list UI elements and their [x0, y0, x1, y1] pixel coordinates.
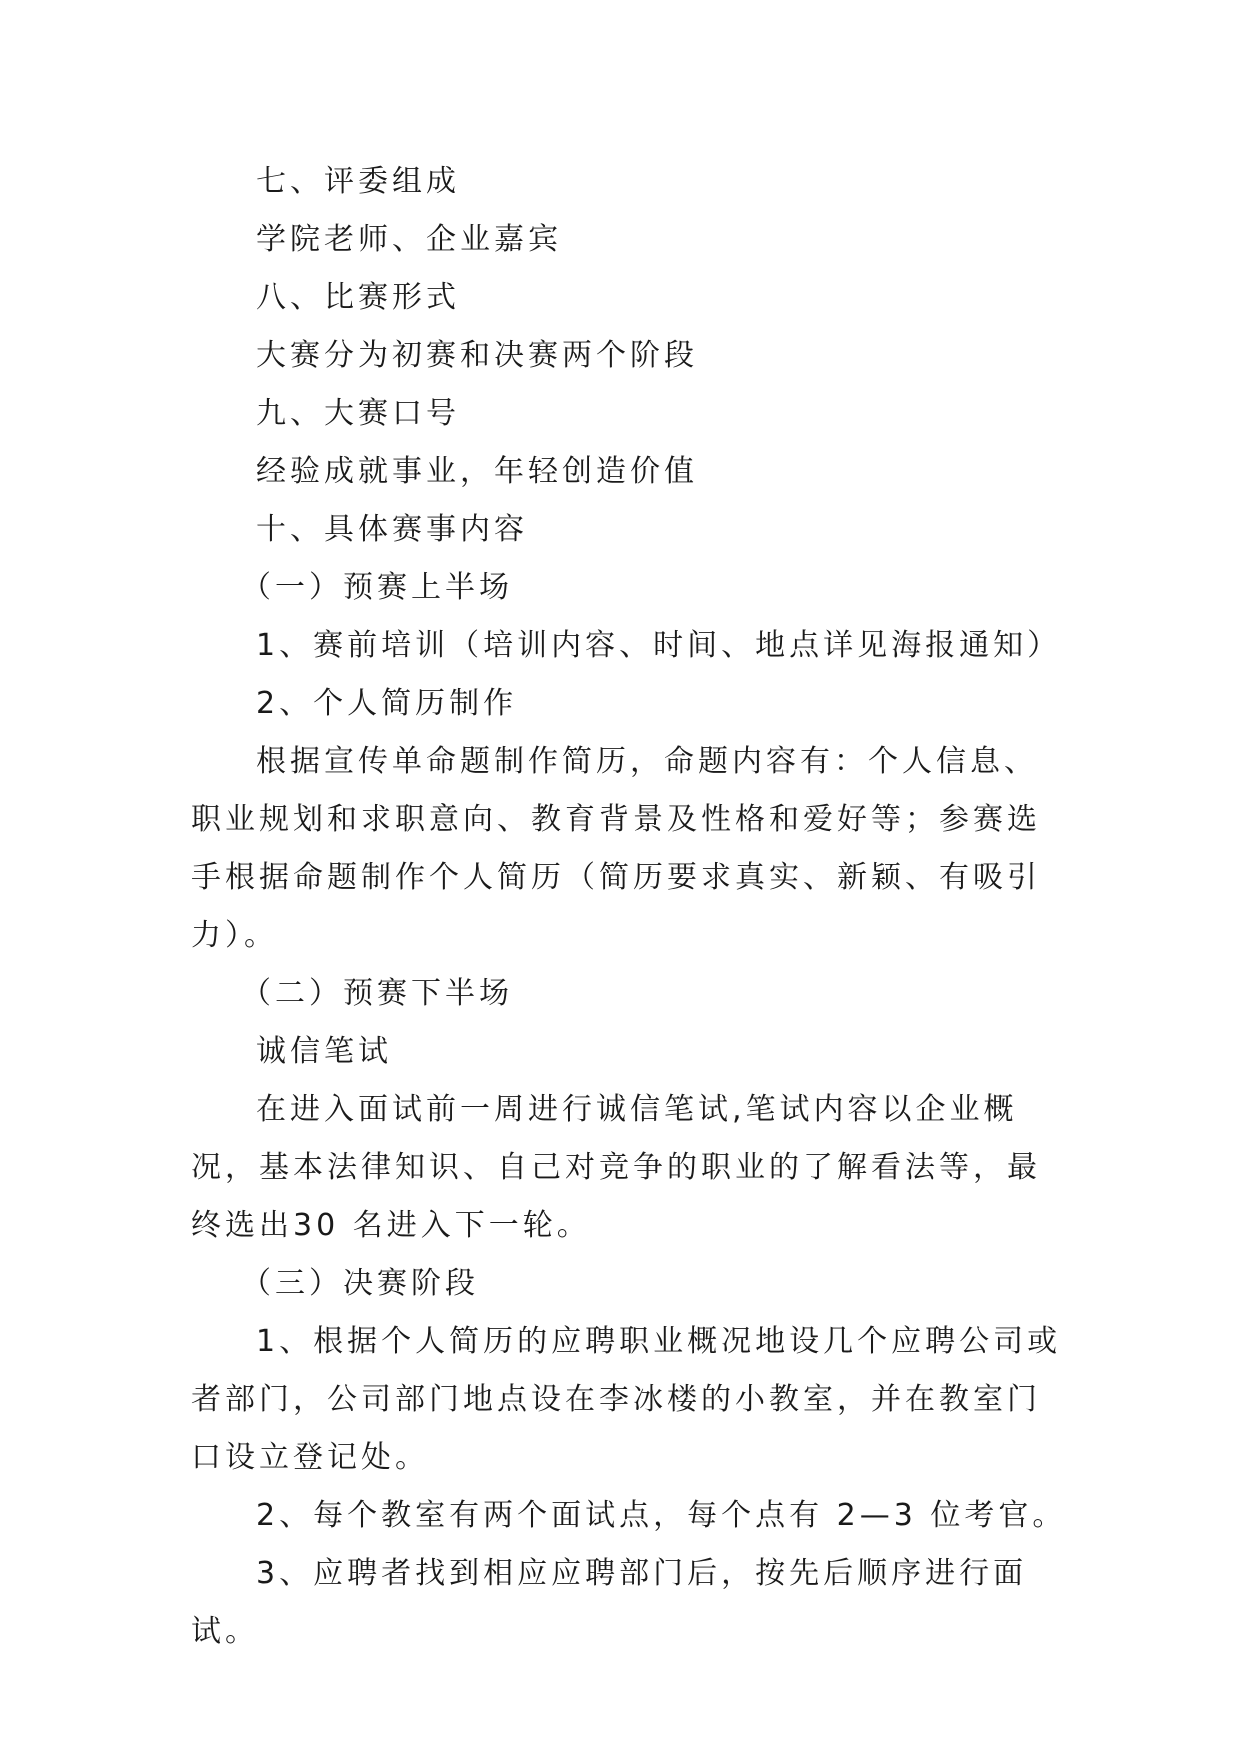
subsection-3-heading: （三）决赛阶段 [241, 1266, 479, 1301]
section-9-heading: 九、大赛口号 [256, 396, 460, 431]
subsection-2-heading: （二）预赛下半场 [241, 976, 513, 1011]
integrity-test-heading: 诚信笔试 [256, 1034, 392, 1069]
section-10-heading: 十、具体赛事内容 [256, 512, 528, 547]
document-body [191, 153, 1071, 1661]
resume-description: 根据宣传单命题制作简历，命题内容有：个人信息、职业规划和求职意向、教育背景及性格和爱好等；参赛选手根据命题制作个人简历（简历要求真实、新颖、有吸引力）。 [191, 744, 1041, 953]
item-1-training: 1、赛前培训（培训内容、时间、地点详见海报通知） [256, 628, 1062, 663]
final-item-3: 3、应聘者找到相应应聘部门后，按先后顺序进行面试。 [191, 1556, 1028, 1649]
section-7-heading: 七、评委组成 [256, 164, 460, 199]
section-9-body: 经验成就事业，年轻创造价值 [256, 454, 698, 489]
section-7-body: 学院老师、企业嘉宾 [256, 222, 562, 257]
integrity-test-description: 在进入面试前一周进行诚信笔试,笔试内容以企业概况，基本法律知识、自己对竞争的职业的了解看法等，最终选出30 名进入下一轮。 [191, 1092, 1041, 1243]
final-item-2: 2、每个教室有两个面试点，每个点有 2—3 位考官。 [256, 1498, 1067, 1533]
section-8-heading: 八、比赛形式 [256, 280, 460, 315]
section-8-body: 大赛分为初赛和决赛两个阶段 [256, 338, 698, 373]
item-2-resume: 2、个人简历制作 [256, 686, 518, 721]
final-item-1: 1、根据个人简历的应聘职业概况地设几个应聘公司或者部门，公司部门地点设在李冰楼的小教室，并在教室门口设立登记处。 [191, 1324, 1062, 1475]
subsection-1-heading: （一）预赛上半场 [241, 570, 513, 605]
